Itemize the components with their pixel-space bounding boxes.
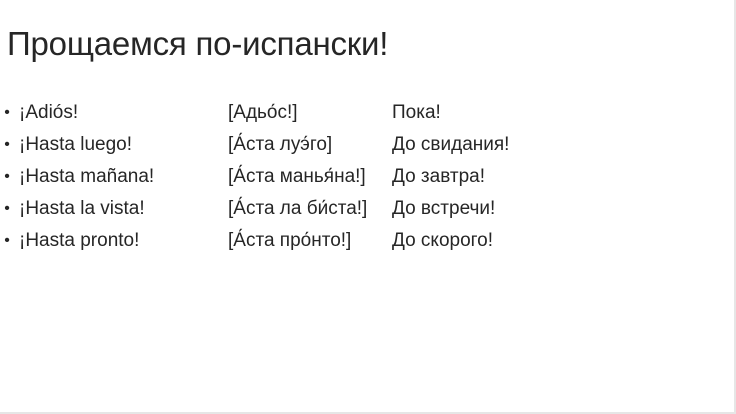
spanish-phrase: ¡Hasta pronto!: [19, 230, 140, 251]
list-item: [0, 196, 736, 228]
list-item: [0, 132, 736, 164]
transcription: [А́ста ла би́ста!]: [228, 198, 368, 219]
bullet-icon: •: [4, 200, 10, 217]
transcription: [А́ста про́нто!]: [228, 230, 352, 251]
list-item: [0, 164, 736, 196]
list-item: [0, 100, 736, 132]
transcription: [Адьо́с!]: [228, 102, 298, 123]
bullet-icon: •: [4, 136, 10, 153]
spanish-phrase: ¡Hasta la vista!: [19, 198, 145, 219]
slide-title: Прощаемся по-испански!: [7, 25, 389, 62]
list-item: [0, 228, 736, 260]
russian-translation: До свидания!: [392, 134, 510, 155]
russian-translation: До скорого!: [392, 230, 494, 251]
russian-translation: До встречи!: [392, 198, 496, 219]
phrase-list: [0, 100, 736, 260]
bullet-icon: •: [4, 168, 10, 185]
bullet-icon: •: [4, 232, 10, 249]
transcription: [А́ста манья́на!]: [228, 166, 366, 187]
russian-translation: Пока!: [392, 102, 441, 123]
spanish-phrase: ¡Hasta mañana!: [19, 166, 155, 187]
transcription: [А́ста луэ́го]: [228, 134, 333, 155]
bullet-icon: •: [4, 104, 10, 121]
spanish-phrase: ¡Adiós!: [19, 102, 79, 123]
spanish-phrase: ¡Hasta luego!: [19, 134, 133, 155]
russian-translation: До завтра!: [392, 166, 485, 187]
